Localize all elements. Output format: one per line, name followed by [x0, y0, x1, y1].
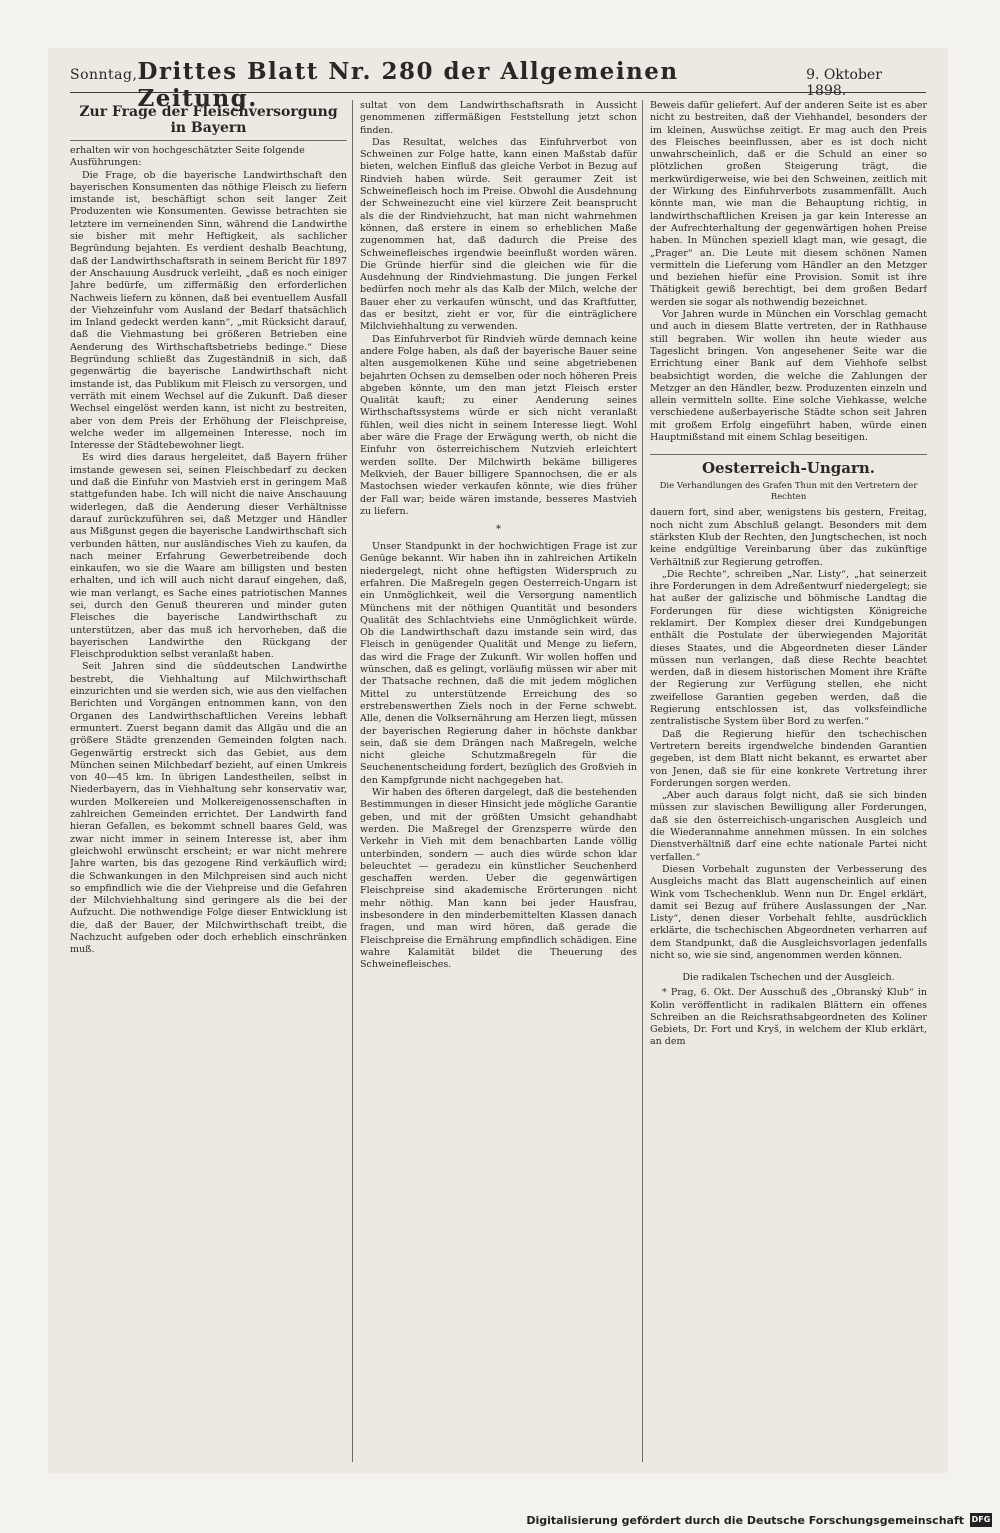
article-paragraph: Seit Jahren sind die süddeutschen Landwirthe bestrebt, die Viehhaltung auf Milchwirthschaft einzurichten und sie werden sich, wie aus den vielfachen Berichten und Vorgängen entnommen kann, von den Organen des Landwirthschaftlichen Vereins lebhaft ermuntert. Zuerst begann damit das Allgäu und die an größere Städte grenzenden Gemeinden folgten nach. Gegenwärtig erstreckt sich das Gebiet, aus dem München seinen Milchbedarf bezieht, auf einen Umkreis von 40—45 km. In übrigen Landestheilen, selbst in Niederbayern, das in Viehhaltung sehr konservativ war, wurden Molkereien und Molkereigenossenschaften in zahlreichen Gemeinden errichtet. Der Landwirth fand hieran Gefallen, es bekommt schnell baares Geld, was zwar nicht immer in seinem Interesse ist, aber ihm gleichwohl erwünscht erscheint; er war nicht mehrere Jahre warten, bis das gezogene Rind verkäuflich wird; die Schwankungen in den Milchpreisen sind auch nicht so empfindlich wie die der Viehpreise und die Gefahren der Milchviehhaltung sind geringere als die bei der Aufzucht. Die nothwendige Folge dieser Entwicklung ist die, daß der Bauer, der Milchwirthschaft treibt, die Nachzucht aufgeben oder doch erheblich einschränken muß. — [70, 661, 347, 956]
column-2 — [360, 100, 637, 1462]
digitization-footer — [526, 1513, 992, 1527]
article-paragraph: Die Frage, ob die bayerische Landwirthschaft den bayerischen Konsumenten das nöthige Fleisch zu liefern imstande ist, beschäftigt schon seit langer Zeit Produzenten wie Konsumenten. Gewisse betrachten sie letztere im verneinenden Sinn, während die Landwirthe sie bisher mit mehr Heftigkeit, als sachlicher Begründung bejahten. Es verdient deshalb Beachtung, daß der Landwirthschaftsrath in seinem Bericht für 1897 der Anschauung Ausdruck verleiht, „daß es noch einiger Jahre bedürfe, um ziffermäßig den erforderlichen Nachweis liefern zu können, daß bei eventuellem Ausfall der Viehzeinfuhr vom Ausland der Bedarf thatsächlich im Inland gedeckt werden kann“, „mit Rücksicht darauf, daß die Viehmastung bei größeren Betrieben eine Aenderung des Wirthschaftsbetriebs bedinge.“ Diese Begründung schließt das Zugeständniß in sich, daß gegenwärtig die bayerische Landwirthschaft nicht imstande ist, das Publikum mit Fleisch zu versorgen, und verräth mit einem Wechsel auf die Zukunft. Daß dieser Wechsel eingelöst werden kann, ist nicht zu bestreiten, aber von dem Preis der Erhöhung der Fleischpreise, welche weder im allgemeinen Interesse, noch im Interesse der Städtebewohner liegt. — [70, 169, 347, 452]
article-paragraph: „Die Rechte“, schreiben „Nar. Listy“, „hat seinerzeit ihre Forderungen in dem Adreßentwurf niedergelegt; sie hat außer der galizische und böhmische Landtag die Forderungen für diese wichtigsten Königreiche reklamirt. Der Komplex dieser drei Kundgebungen enthält die Postulate der überwiegenden Majorität dieses Staates, und die Abgeordneten dieser Länder müssen nun verlangen, daß diese Rechte beachtet werden, daß in diesem historischen Moment ihre Kräfte der Regierung zur Verfügung stellen, ehe nicht zweifellose Garantien gegeben werden, daß die Regierung entschlossen ist, das volksfeindliche zentralistische System über Bord zu werfen.“ — [650, 568, 927, 728]
article-paragraph: dauern fort, sind aber, wenigstens bis gestern, Freitag, noch nicht zum Abschluß gelangt. Besonders mit dem stärksten Klub der Rechten, den Jungtschechen, ist noch keine endgültige Vereinbarung über das zukünftige Verhältniß zur Regierung getroffen. — [650, 507, 927, 568]
section-separator: * — [496, 524, 501, 536]
article-paragraph: Das Einfuhrverbot für Rindvieh würde demnach keine andere Folge haben, als daß der bayerische Bauer seine alten ausgemolkenen Kühe und seine abgetriebenen bejahrten Ochsen zu demselben oder noch höheren Preis abgeben könnte, um den man jetzt Fleisch erster Qualität kauft; zu einer Aenderung seines Wirthschaftssystems würde er sich nicht veranlaßt fühlen, weil dies nicht in seinem Interesse liegt. Wohl aber wäre die Frage der Erwägung werth, ob nicht die Einfuhr von österreichischem Nutzvieh erleichtert werden sollte. Der Milchwirth bekäme billigeres Melkvieh, der Bauer billigere Spannochsen, die er als Mastochsen wieder verkaufen könnte, wie dies früher der Fall war; beide wären imstande, besseres Mastvieh zu liefern. — [360, 333, 637, 517]
article-paragraph: Daß die Regierung hiefür den tschechischen Vertretern bereits irgendwelche bindenden Garantien gegeben, ist dem Blatt nicht bekannt, es erwartet aber von Jenen, daß sie für eine konkrete Vertretung ihrer Forderungen sorgen werden. — [650, 728, 927, 789]
newspaper-page — [48, 48, 948, 1473]
column-divider — [352, 100, 353, 1462]
article-intro: erhalten wir von hochgeschätzter Seite folgende Ausführungen: — [70, 145, 305, 169]
masthead-title: Drittes Blatt Nr. 280 der Allgemeinen Zeitung. — [137, 58, 679, 112]
section-subheading: Die Verhandlungen des Grafen Thun mit den Vertretern der Rechten — [659, 481, 918, 503]
dfg-logo-icon: DFG — [970, 1513, 992, 1527]
article-headline: Zur Frage der Fleischversorgung in Bayern — [70, 104, 347, 141]
minor-heading: Die radikalen Tschechen und der Ausgleich. — [682, 972, 895, 984]
article-paragraph: Unser Standpunkt in der hochwichtigen Frage ist zur Genüge bekannt. Wir haben ihn in zahlreichen Artikeln niedergelegt, nicht ohne heftigsten Widerspruch zu erfahren. Die Maßregeln gegen Oesterreich-Ungarn ist ein Unmöglichkeit, weil die Versorgung namentlich Münchens mit der nöthigen Quantität und besonders Qualität des Schlachtviehs eine Unmöglichkeit würde. Ob die Landwirthschaft dazu imstande sein wird, das Fleisch in genügender Qualität und Menge zu liefern, das wird die Frage der Zukunft. Wir wollen hoffen und wünschen, daß es gelingt, vorläufig müssen wir aber mit der Thatsache rechnen, daß die mit jedem möglichen Mittel zu unterstützende Erreichung des so erstrebenswerthen Ziels noch in der Ferne schwebt. Alle, denen die Volksernährung am Herzen liegt, müssen der bayerischen Regierung daher in höchste dankbar sein, daß sie dem Drängen nach Maßregeln, welche nicht gleiche Schutzmaßregeln für die Seuchenentscheidung fordert, bezüglich des Großvieh in den Kampfgrunde nicht nachgegeben hat. — [360, 541, 637, 786]
article-paragraph: „Aber auch daraus folgt nicht, daß sie sich binden müssen zur slavischen Bewilligung aller Forderungen, daß sie den österreichisch-ungarischen Ausgleich und die Wiederannahme annehmen müssen. In ein solches Dienstverhältniß darf eine echte nationale Partei nicht verfallen.“ — [650, 790, 927, 863]
article-paragraph: Wir haben des öfteren dargelegt, daß die bestehenden Bestimmungen in dieser Hinsicht jede mögliche Garantie geben, und mit der größten Umsicht gehandhabt werden. Die Maßregel der Grenzsperre würde den Verkehr in Vieh mit dem benachbarten Lande völlig unterbinden, sondern — auch dies würde schon klar beleuchtet — geradezu ein künstlicher Seuchenherd geschaffen werden. Ueber die gegenwärtigen Fleischpreise sind akademische Erörterungen nicht mehr nöthig. Man kann bei jeder Hausfrau, insbesondere in den minderbemittelten Klassen danach fragen, und man wird hören, daß gerade die Fleischpreise die Ernährung empfindlich schädigen. Eine wahre Kalamität bildet die Theuerung des Schweinefleisches. — [360, 787, 637, 971]
section-heading: Oesterreich-Ungarn. — [701, 459, 876, 478]
article-paragraph: Diesen Vorbehalt zugunsten der Verbesserung des Ausgleichs macht das Blatt augenscheinlich auf einen Wink vom Tschechenklub. Wenn nun Dr. Engel erklärt, damit sei Bezug auf frühere Auslassungen der „Nar. Listy“, denen dieser Vorbehalt fehlte, ausdrücklich erklärte, die tschechischen Abgeordneten verharren auf dem Standpunkt, daß die Ausgleichsvorlagen jedenfalls nicht so, wie sie sind, angenommen werden können. — [650, 863, 927, 961]
article-paragraph: Vor Jahren wurde in München ein Vorschlag gemacht und auch in diesem Blatte vertreten, der in Rathhause still begraben. Wir wollen ihn heute wieder aus Tageslicht bringen. Von angesehener Seite war die Errichtung einer Bank auf dem Viehhofe selbst beabsichtigt worden, die welche die Zahlungen der Metzger an den Händler, bezw. Produzenten einzeln und allein vermitteln sollte. Eine solche Viehkasse, welche verschiedene außerbayerische Städte schon seit Jahren mit großem Erfolg eingeführt haben, würde einen Hauptmißstand mit einem Schlag beseitigen. — [650, 309, 927, 444]
section-divider — [650, 454, 927, 455]
masthead — [70, 58, 926, 112]
column-1 — [70, 100, 347, 1462]
footer-text: Digitalisierung gefördert durch die Deutsche Forschungsgemeinschaft — [526, 1513, 964, 1527]
article-paragraph: * Prag, 6. Okt. Der Ausschuß des „Obranský Klub“ in Kolin veröffentlicht in radikalen Blättern ein offenes Schreiben an die Reichsrathsabgeordneten des Koliner Gebiets, Dr. Fort und Kryš, in welchem der Klub erklärt, an dem — [650, 987, 927, 1048]
article-paragraph: Das Resultat, welches das Einfuhrverbot von Schweinen zur Folge hatte, kann einen Maßstab dafür bieten, welchen Einfluß das gleiche Verbot in Bezug auf Rindvieh haben würde. Seit geraumer Zeit ist Schweinefleisch hoch im Preise. Obwohl die Ausdehnung der Schweinezucht eine viel kürzere Zeit beansprucht als die der Rindviehzucht, hat man nicht wahrnehmen können, daß erstere in einem so erheblichen Maße zugenommen hat, daß dadurch die Preise des Schweinefleisches irgendwie beeinflußt worden wären. Die Gründe hierfür sind die gleichen wie für die Ausdehnung der Rindviehmastung. Die jungen Ferkel bedürfen noch mehr als das Kalb der Milch, welche der Bauer eher zu verkaufen wünscht, und das Kraftfutter, das er besitzt, zieht er vor, für die einträglichere Milchviehhaltung zu verwenden. — [360, 136, 637, 333]
article-paragraph: sultat von dem Landwirthschaftsrath in Aussicht genommenen ziffermäßigen Feststellung jetzt schon finden. — [360, 100, 637, 136]
masthead-day: Sonntag, — [70, 67, 138, 83]
column-3 — [650, 100, 927, 1462]
article-paragraph: Beweis dafür geliefert. Auf der anderen Seite ist es aber nicht zu bestreiten, daß der Viehhandel, besonders der im kleinen, Auswüchse zeitigt. Er mag auch den Preis des Fleisches beeinflussen, aber es ist doch nicht unwahrscheinlich, daß er die Schuld an einer so plötzlichen großen Steigerung trägt, die merkwürdigerweise, wie bei den Schweinen, zeitlich mit der Wirkung des Einfuhrverbots zusammenfällt. Auch könnte man, wie man die Behauptung richtig, in landwirthschaftlichen Kreisen ja gar kein Interesse an der Aufrechterhaltung der gegenwärtigen hohen Preise haben. In München speziell klagt man, wie gesagt, die „Prager“ an. Die Leute mit diesem schönen Namen vermitteln die Lieferung vom Händler an den Metzger und beziehen hiefür eine Provision. Somit ist ihre Thätigkeit gewiß berechtigt, bei dem großen Bedarf werden sie sogar als nothwendig bezeichnet. — [650, 100, 927, 308]
column-divider — [642, 100, 643, 1462]
article-paragraph: Es wird dies daraus hergeleitet, daß Bayern früher imstande gewesen sei, seinen Fleischbedarf zu decken und daß die Einfuhr von Mastvieh erst in geringem Maß stattgefunden habe. Ich will nicht die naive Anschauung widerlegen, daß die Aenderung dieser Verhältnisse darauf zurückzuführen sei, daß Metzger und Händler aus Mißgunst gegen die bayerische Landwirthschaft sich verbunden hätten, nur ausländisches Vieh zu kaufen, da nach meiner Erfahrung Gewerbetreibende doch einkaufen, wo sie die Waare am billigsten und besten erhalten, und ich will auch nicht darauf eingehen, daß, wie man verlangt, es Sache eines patriotischen Mannes sei, durch den Genuß theureren und minder guten Fleisches die bayerische Landwirthschaft zu unterstützen, aber das muß ich hervorheben, daß die bayerischen Landwirthe den Rückgang der Fleischproduktion selbst veranlaßt haben. — [70, 452, 347, 661]
masthead-date: 9. Oktober 1898. — [806, 67, 882, 99]
